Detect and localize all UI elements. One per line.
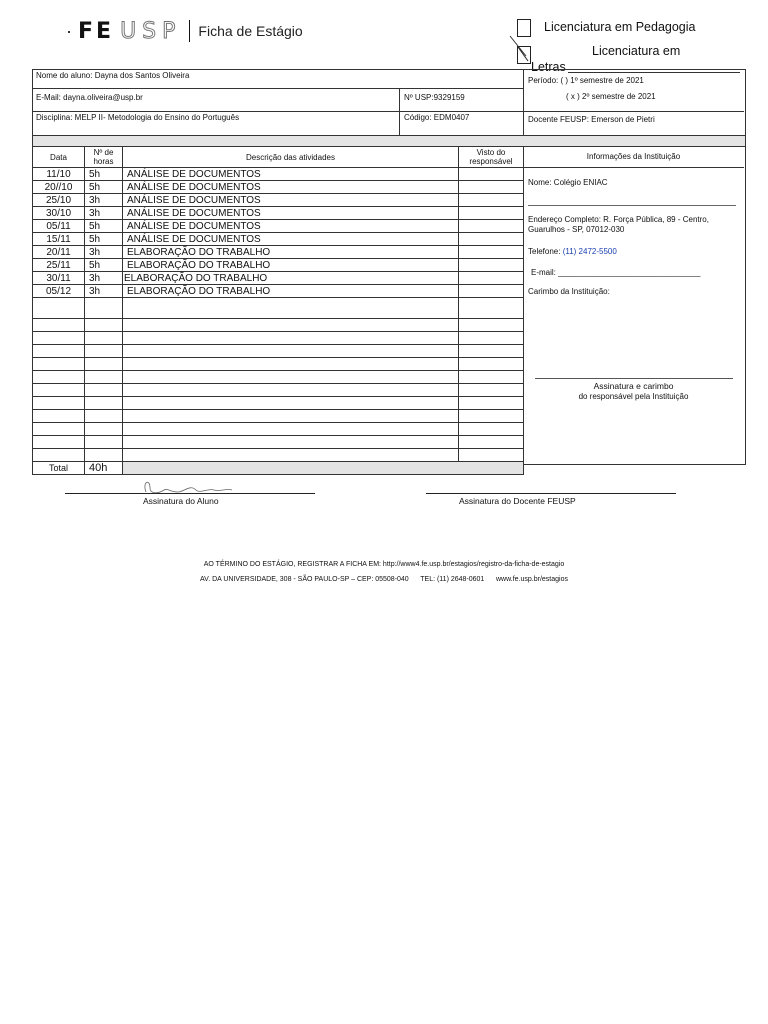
row-visto[interactable] xyxy=(459,207,524,220)
row-visto[interactable] xyxy=(459,246,524,259)
divider xyxy=(32,88,524,89)
row-hours: 3h xyxy=(85,246,123,259)
row-desc: ANÁLISE DE DOCUMENTOS xyxy=(123,207,459,220)
row-desc: ELABORAÇÃO DO TRABALHO xyxy=(123,259,459,272)
docente: Docente FEUSP: Emerson de Pietri xyxy=(528,115,655,124)
row-hours: 5h xyxy=(85,181,123,194)
row-desc: ANÁLISE DE DOCUMENTOS xyxy=(123,194,459,207)
logo-dot: · xyxy=(66,20,72,41)
row-date: 30/11 xyxy=(33,272,85,285)
row-visto[interactable] xyxy=(459,259,524,272)
logo-usp: USP xyxy=(120,18,182,44)
institution-email: E-mail: ________________________________ xyxy=(531,268,701,277)
row-desc: ELABORAÇÃO DO TRABALHO xyxy=(123,272,459,285)
table-row xyxy=(33,220,524,233)
empty-row xyxy=(33,449,524,462)
row-visto[interactable] xyxy=(459,285,524,298)
row-hours: 3h xyxy=(85,194,123,207)
empty-row xyxy=(33,298,524,319)
row-desc: ANÁLISE DE DOCUMENTOS xyxy=(123,181,459,194)
footer-line2: AV. DA UNIVERSIDADE, 308 - SÃO PAULO-SP – CEP: 05508-040 TEL: (11) 2648-0601 www.fe.usp.br/estagios xyxy=(200,576,568,583)
row-desc: ANÁLISE DE DOCUMENTOS xyxy=(123,220,459,233)
divider xyxy=(32,111,744,112)
empty-row xyxy=(33,345,524,358)
institution-sign1: Assinatura e carimbo xyxy=(593,381,674,391)
divider xyxy=(523,69,524,135)
total-hours: 40h xyxy=(85,462,123,475)
row-visto[interactable] xyxy=(459,168,524,181)
row-date: 25/11 xyxy=(33,259,85,272)
row-hours: 3h xyxy=(85,272,123,285)
table-row xyxy=(33,233,524,246)
row-hours: 3h xyxy=(85,207,123,220)
footer-line1: AO TÉRMINO DO ESTÁGIO, REGISTRAR A FICHA EM: http://www4.fe.usp.br/estagios/registro-da-ficha-de-estagio xyxy=(203,561,565,568)
letras-label-line2: Letras xyxy=(531,60,566,74)
student-nusp: Nº USP:9329159 xyxy=(404,93,465,102)
table-row xyxy=(33,181,524,194)
institution-panel xyxy=(523,146,746,465)
divider xyxy=(528,205,736,206)
table-row xyxy=(33,285,524,298)
institution-header: Informações da Instituição xyxy=(586,152,681,161)
empty-row xyxy=(33,397,524,410)
total-gray xyxy=(123,462,524,475)
logo-fe: FE xyxy=(78,18,115,44)
row-hours: 5h xyxy=(85,233,123,246)
row-visto[interactable] xyxy=(459,181,524,194)
header-hours: Nº de horas xyxy=(85,147,123,168)
student-name: Nome do aluno: Dayna dos Santos Oliveira xyxy=(36,71,190,80)
empty-row xyxy=(33,371,524,384)
row-visto[interactable] xyxy=(459,233,524,246)
feusp-logo xyxy=(66,18,303,44)
empty-row xyxy=(33,436,524,449)
row-desc: ANÁLISE DE DOCUMENTOS xyxy=(123,168,459,181)
row-date: 05/12 xyxy=(33,285,85,298)
institution-name: Nome: Colégio ENIAC xyxy=(528,178,608,187)
docente-signature-label: Assinatura do Docente FEUSP xyxy=(459,496,576,506)
pedagogia-label: Licenciatura em Pedagogia xyxy=(544,20,696,34)
header-date: Data xyxy=(33,147,85,168)
table-row xyxy=(33,194,524,207)
institution-sign2: do responsável pela Instituição xyxy=(578,392,689,401)
page-title: Ficha de Estágio xyxy=(198,23,303,39)
period-second: ( x ) 2º semestre de 2021 xyxy=(566,92,656,101)
student-signature-label: Assinatura do Aluno xyxy=(143,496,219,506)
row-hours: 5h xyxy=(85,259,123,272)
row-hours: 5h xyxy=(85,168,123,181)
row-date: 30/10 xyxy=(33,207,85,220)
table-row xyxy=(33,207,524,220)
signature-line xyxy=(535,378,733,379)
empty-row xyxy=(33,319,524,332)
empty-row xyxy=(33,423,524,436)
discipline: Disciplina: MELP II- Metodologia do Ensino do Português xyxy=(36,113,240,122)
total-row xyxy=(33,462,524,475)
row-hours: 3h xyxy=(85,285,123,298)
institution-phone xyxy=(528,247,617,256)
table-row xyxy=(33,272,524,285)
row-date: 15/11 xyxy=(33,233,85,246)
empty-row xyxy=(33,358,524,371)
empty-row xyxy=(33,384,524,397)
total-label: Total xyxy=(33,462,85,475)
row-date: 20/11 xyxy=(33,246,85,259)
row-date: 20//10 xyxy=(33,181,85,194)
divider xyxy=(399,88,400,135)
divider xyxy=(523,167,744,168)
student-email: E-Mail: dayna.oliveira@usp.br xyxy=(36,93,143,102)
row-desc: ELABORAÇÃO DO TRABALHO xyxy=(123,285,459,298)
discipline-code: Código: EDM0407 xyxy=(404,113,470,122)
row-visto[interactable] xyxy=(459,194,524,207)
institution-stamp: Carimbo da Instituição: xyxy=(528,287,610,296)
divider xyxy=(568,72,740,73)
row-hours: 5h xyxy=(85,220,123,233)
header-visto: Visto do responsável xyxy=(459,147,524,168)
check-stroke-icon xyxy=(508,34,528,58)
empty-row xyxy=(33,410,524,423)
row-date: 05/11 xyxy=(33,220,85,233)
institution-address: Endereço Completo: R. Força Pública, 89 - Centro, Guarulhos - SP, 07012-030 xyxy=(528,215,709,234)
row-visto[interactable] xyxy=(459,220,524,233)
student-signature-mark xyxy=(138,478,238,498)
row-desc: ANÁLISE DE DOCUMENTOS xyxy=(123,233,459,246)
table-row xyxy=(33,259,524,272)
activities-table xyxy=(32,146,524,475)
row-date: 25/10 xyxy=(33,194,85,207)
logo-separator xyxy=(189,20,190,42)
row-visto[interactable] xyxy=(459,272,524,285)
table-row xyxy=(33,168,524,181)
letras-label-line1: Licenciatura em xyxy=(592,44,681,58)
phone-label: Telefone: xyxy=(528,247,561,256)
table-row xyxy=(33,246,524,259)
docente-signature-line xyxy=(426,493,676,494)
empty-row xyxy=(33,332,524,345)
phone-value: (11) 2472-5500 xyxy=(562,247,617,256)
row-date: 11/10 xyxy=(33,168,85,181)
row-desc: ELABORAÇÃO DO TRABALHO xyxy=(123,246,459,259)
period-first: Período: ( ) 1º semestre de 2021 xyxy=(528,76,644,85)
header-description: Descrição das atividades xyxy=(123,147,459,168)
